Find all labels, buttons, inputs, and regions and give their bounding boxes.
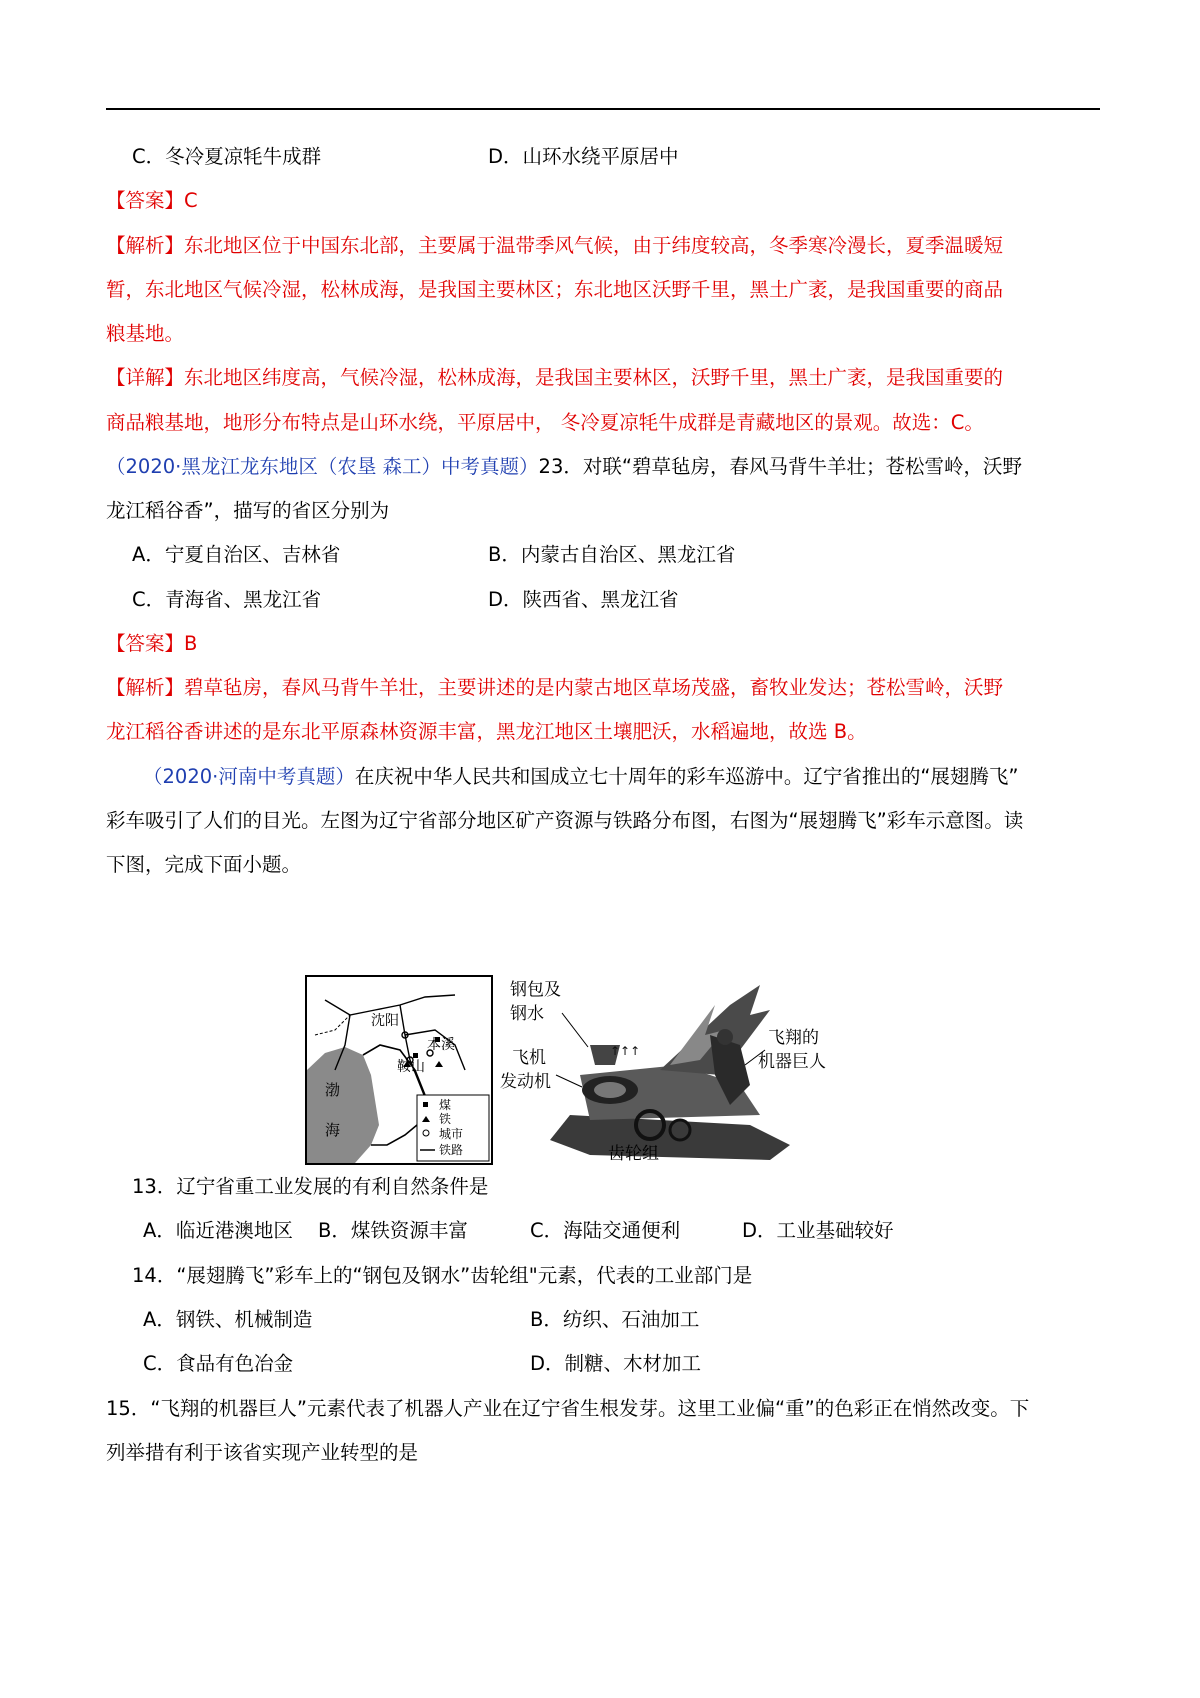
henan-text: 在庆祝中华人民共和国成立七十周年的彩车巡游中。辽宁省推出的“展翅腾飞” [354,765,1019,788]
henan-passage-line-3: 下图，完成下面小题。 [106,853,302,876]
q22-analysis-line-1: 【解析】东北地区位于中国东北部，主要属于温带季风气候，由于纬度较高，冬季寒冷漫长，夏季温暖短 [106,234,1004,257]
label-molten-steel: 钢水 [510,1004,544,1024]
label-aircraft: 飞机 [512,1048,546,1068]
label-robot-1: 飞翔的 [768,1028,819,1048]
svg-text:↑↑↑: ↑↑↑ [610,1044,641,1058]
aircraft-engine-inner [594,1082,626,1098]
map-label-bo: 渤 [325,1081,341,1099]
q23-stem: 23．对联“碧草毡房，春风马背牛羊壮；苍松雪岭，沃野 [538,455,1022,478]
q14-option-d: D．制糖、木材加工 [530,1352,702,1375]
q22-detail-line-1: 【详解】东北地区纬度高，气候冷湿，松林成海，是我国主要林区，沃野千里，黑土广袤，是我国重要的 [106,366,1004,389]
q23-option-b: B．内蒙古自治区、黑龙江省 [488,543,736,566]
q23-stem-line-1 [106,455,1022,479]
q23-option-d: D．陕西省、黑龙江省 [488,588,679,611]
q23-option-a: A．宁夏自治区、吉林省 [132,543,341,566]
henan-passage-line-1 [143,765,1019,789]
q14-option-b: B．纺织、石油加工 [530,1308,700,1331]
map-label-hai: 海 [325,1121,341,1139]
legend-rail: 铁路 [439,1143,464,1157]
q23-option-c: C．青海省、黑龙江省 [132,588,322,611]
header-rule [106,108,1100,110]
henan-passage-line-2: 彩车吸引了人们的目光。左图为辽宁省部分地区矿产资源与铁路分布图，右图为“展翅腾飞”彩车示意图。读 [106,809,1024,832]
robot-head [717,1029,733,1045]
q23-analysis-line-1: 【解析】碧草毡房，春风马背牛羊壮，主要讲述的是内蒙古地区草场茂盛，畜牧业发达；苍松雪岭，沃野 [106,676,1004,699]
q14-option-a: A．钢铁、机械制造 [143,1308,313,1331]
label-robot-2: 机器巨人 [758,1052,826,1072]
legend-iron: 铁 [439,1112,452,1126]
q22-analysis-line-3: 粮基地。 [106,322,185,345]
label-engine: 发动机 [500,1072,551,1092]
q23-source: （2020·黑龙江龙东地区（农垦 森工）中考真题） [106,455,539,478]
q22-analysis-line-2: 暂，东北地区气候冷湿，松林成海，是我国主要林区；东北地区沃野千里，黑土广袤，是我国重要的商品 [106,278,1004,301]
liaoning-map-figure [305,975,493,1165]
map-label-anshan: 鞍山 [397,1059,425,1075]
legend-coal: 煤 [439,1098,452,1112]
map-label-shenyang: 沈阳 [371,1013,399,1029]
float-base [550,1115,790,1160]
q13-option-b: B．煤铁资源丰富 [318,1219,468,1242]
q14-stem: 14．“展翅腾飞”彩车上的“钢包及钢水”齿轮组"元素，代表的工业部门是 [132,1264,753,1287]
q22-detail-line-2: 商品粮基地，地形分布特点是山环水绕，平原居中， 冬冷夏凉牦牛成群是青藏地区的景观。故选：C。 [106,411,984,434]
q15-stem-line-1: 15．“飞翔的机器巨人”元素代表了机器人产业在辽宁省生根发芽。这里工业偏“重”的色彩正在悄然改变。下 [106,1397,1030,1420]
q22-answer: 【答案】C [106,189,198,212]
q23-stem-line-2: 龙江稻谷香”，描写的省区分别为 [106,499,390,522]
q13-option-a: A．临近港澳地区 [143,1219,293,1242]
label-gears: 齿轮组 [608,1144,659,1164]
label-steel-ladle: 钢包及 [510,980,561,1000]
coal-marker [413,1053,418,1058]
legend-city: 城市 [439,1127,464,1141]
q14-option-c: C．食品有色冶金 [143,1352,294,1375]
q13-stem: 13．辽宁省重工业发展的有利自然条件是 [132,1175,489,1198]
leader-line [556,1075,582,1087]
legend-coal-symbol [423,1102,428,1107]
q22-option-d: D．山环水绕平原居中 [488,145,679,168]
float-illustration [500,975,900,1165]
map-label-benxi: 本溪 [427,1037,455,1053]
q15-stem-line-2: 列举措有利于该省实现产业转型的是 [106,1441,419,1464]
henan-source: （2020·河南中考真题） [143,765,355,788]
q22-option-c: C．冬冷夏凉牦牛成群 [132,145,322,168]
leader-line [562,1013,588,1047]
q13-option-d: D．工业基础较好 [742,1219,894,1242]
q23-answer: 【答案】B [106,632,198,655]
q13-option-c: C．海陆交通便利 [530,1219,681,1242]
q23-analysis-line-2: 龙江稻谷香讲述的是东北平原森林资源丰富，黑龙江地区土壤肥沃，水稻遍地，故选 B。 [106,720,867,743]
